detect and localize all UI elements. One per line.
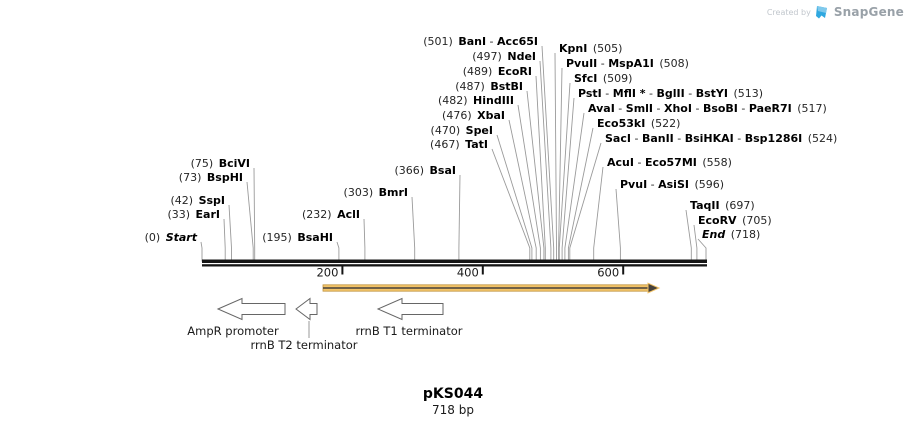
site-label-eari[interactable]: (33) EarI (167, 208, 220, 221)
site-pointer-line (694, 225, 697, 262)
snapgene-brand-text: SnapGene (833, 5, 904, 19)
site-pointer-line (337, 242, 339, 262)
created-by-text: Created by (766, 7, 811, 17)
site-label-spei[interactable]: (470) SpeI (430, 124, 493, 137)
feature-label-ampr-promoter: AmpR promoter (187, 324, 279, 338)
site-pointer-line (492, 149, 530, 262)
site-pointer-line (229, 205, 232, 262)
site-label-avai[interactable]: AvaI - SmlI - XhoI - BsoBI - PaeR7I (517) (588, 102, 827, 115)
site-label-bani[interactable]: (501) BanI - Acc65I (423, 35, 538, 48)
site-label-sspi[interactable]: (42) SspI (170, 194, 225, 207)
plasmid-length: 718 bp (432, 403, 474, 417)
feature-arrow-ampr-promoter[interactable] (218, 299, 285, 320)
site-label-psti[interactable]: PstI - MflI * - BglII - BstYI (513) (578, 87, 764, 100)
site-pointer-line (497, 135, 532, 262)
ruler-tick-label: 600 (597, 265, 620, 280)
site-label-eco53ki[interactable]: Eco53kI (522) (597, 117, 681, 130)
plasmid-name: pKS044 (422, 386, 484, 402)
site-label-kpni[interactable]: KpnI (505) (559, 42, 623, 55)
site-label-pvuii[interactable]: PvuII - MspA1I (508) (566, 57, 689, 70)
site-label-ecorv[interactable]: EcoRV (705) (698, 214, 772, 227)
site-label-xbai[interactable]: (476) XbaI (442, 109, 505, 122)
site-pointer-line (698, 239, 706, 262)
site-pointer-line (594, 167, 603, 262)
site-label-hindiii[interactable]: (482) HindIII (437, 94, 514, 107)
site-pointer-line (224, 219, 225, 262)
site-label-taqii[interactable]: TaqII (697) (690, 199, 755, 212)
map-line-bottom (202, 264, 707, 266)
site-pointer-line (254, 168, 255, 262)
site-pointer-line (247, 182, 253, 262)
snapgene-logo-icon (816, 5, 829, 20)
feature-label-rrnb-t2-terminator: rrnB T2 terminator (250, 338, 358, 352)
site-label-tati[interactable]: (467) TatI (430, 138, 488, 151)
map-line-top (202, 260, 707, 264)
site-label-bsai[interactable]: (366) BsaI (394, 164, 456, 177)
site-pointer-line (201, 242, 202, 262)
site-label-acui[interactable]: AcuI - Eco57MI (558) (607, 156, 732, 169)
title-block (0, 386, 906, 417)
site-pointer-line (542, 46, 554, 262)
site-pointer-line (570, 143, 601, 262)
site-pointer-line (459, 175, 460, 262)
site-pointer-line (555, 53, 557, 262)
site-label-bsphi[interactable]: (73) BspHI (178, 171, 243, 184)
site-label-ndei[interactable]: (497) NdeI (472, 50, 536, 63)
site-label-bstbi[interactable]: (487) BstBI (455, 80, 523, 93)
site-label-start[interactable]: (0) Start (144, 231, 197, 244)
site-label-bsahi[interactable]: (195) BsaHI (262, 231, 333, 244)
site-pointer-line (364, 219, 365, 262)
ruler-tick-label: 200 (316, 265, 339, 280)
site-label-saci[interactable]: SacI - BanII - BsiHKAI - Bsp1286I (524) (605, 132, 838, 145)
site-label-end[interactable]: End (718) (702, 228, 761, 241)
feature-arrow-rrnb-t1-terminator[interactable] (378, 299, 443, 320)
ruler-tick-label: 400 (456, 265, 479, 280)
site-pointer-line (536, 76, 545, 262)
site-label-acli[interactable]: (232) AclI (302, 208, 360, 221)
site-pointer-line (540, 61, 551, 262)
snapgene-watermark (767, 4, 904, 20)
site-label-bcivi[interactable]: (75) BciVI (190, 157, 250, 170)
site-label-ecori[interactable]: (489) EcoRI (462, 65, 532, 78)
site-label-sfci[interactable]: SfcI (509) (574, 72, 633, 85)
site-pointer-line (616, 189, 620, 262)
feature-arrow-rrnb-t2-terminator[interactable] (296, 299, 317, 320)
feature-label-rrnb-t1-terminator: rrnB T1 terminator (355, 324, 463, 338)
site-pointer-line (412, 197, 415, 262)
site-label-pvui[interactable]: PvuI - AsiSI (596) (620, 178, 725, 191)
site-label-bmri[interactable]: (303) BmrI (343, 186, 408, 199)
span-arrow-head (648, 283, 659, 293)
site-pointer-line (686, 210, 691, 262)
